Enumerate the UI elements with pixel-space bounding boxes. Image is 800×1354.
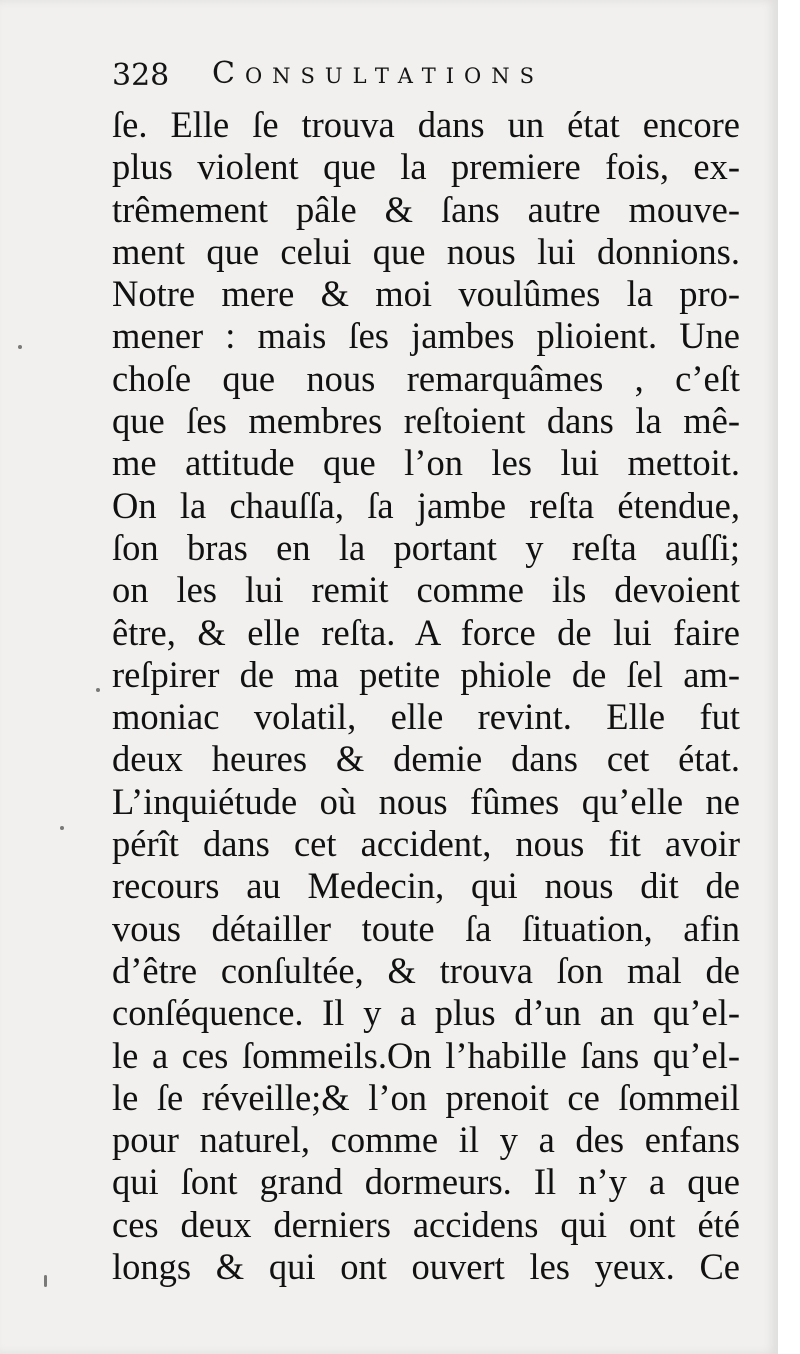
text-line: recours au Medecin, qui nous dit de <box>112 865 740 907</box>
text-line: deux heures & demie dans cet état. <box>112 738 740 780</box>
text-line: Notre mere & moi voulûmes la pro- <box>112 273 740 315</box>
text-line: ment que celui que nous lui donnions. <box>112 230 740 272</box>
page-header <box>112 52 672 102</box>
text-line: pérît dans cet accident, nous fit avoir <box>112 823 740 865</box>
paper-speck <box>44 1275 47 1287</box>
text-line: ſon bras en la portant y reſta auſſi; <box>112 526 740 568</box>
text-line: pour naturel, comme il y a des enfans <box>112 1119 740 1161</box>
text-line: trêmement pâle & ſans autre mouve- <box>112 188 740 230</box>
text-line: qui ſont grand dormeurs. Il n’y a que <box>112 1161 740 1203</box>
paper-speck <box>96 688 100 692</box>
text-line: plus violent que la premiere fois, ex- <box>112 146 740 188</box>
body-text <box>112 104 740 1288</box>
text-line: ſe. Elle ſe trouva dans un état encore <box>112 104 740 145</box>
text-line: me attitude que l’on les lui mettoit. <box>112 442 740 484</box>
page-number: 328 <box>112 58 170 93</box>
text-line: reſpirer de ma petite phiole de ſel am- <box>112 653 740 695</box>
text-line: le ſe réveille;& l’on prenoit ce ſommeil <box>112 1076 740 1118</box>
text-line: d’être conſultée, & trouva ſon mal de <box>112 949 740 991</box>
text-line: vous détailler toute ſa ſituation, afin <box>112 907 740 949</box>
text-line: ces deux derniers accidens qui ont été <box>112 1203 740 1245</box>
page-margin-edge <box>778 0 800 1354</box>
text-line: mener : mais ſes jambes plioient. Une <box>112 315 740 357</box>
text-line: être, & elle reſta. A force de lui faire <box>112 611 740 653</box>
text-line: on les lui remit comme ils devoient <box>112 569 740 611</box>
text-line: moniac volatil, elle revint. Elle fut <box>112 696 740 738</box>
text-line: conſéquence. Il y a plus d’un an qu’el- <box>112 992 740 1034</box>
text-line: que ſes membres reſtoient dans la mê- <box>112 400 740 442</box>
paper-speck <box>60 826 64 830</box>
paper-speck <box>18 345 22 349</box>
text-line: longs & qui ont ouvert les yeux. Ce <box>112 1246 740 1288</box>
text-line: L’inquiétude où nous fûmes qu’elle ne <box>112 780 740 822</box>
text-line: choſe que nous remarquâmes , c’eſt <box>112 357 740 399</box>
text-line: On la chauſſa, ſa jambe reſta étendue, <box>112 484 740 526</box>
running-head: Consultations <box>212 56 545 91</box>
text-line: le a ces ſommeils.On l’habille ſans qu’el- <box>112 1034 740 1076</box>
